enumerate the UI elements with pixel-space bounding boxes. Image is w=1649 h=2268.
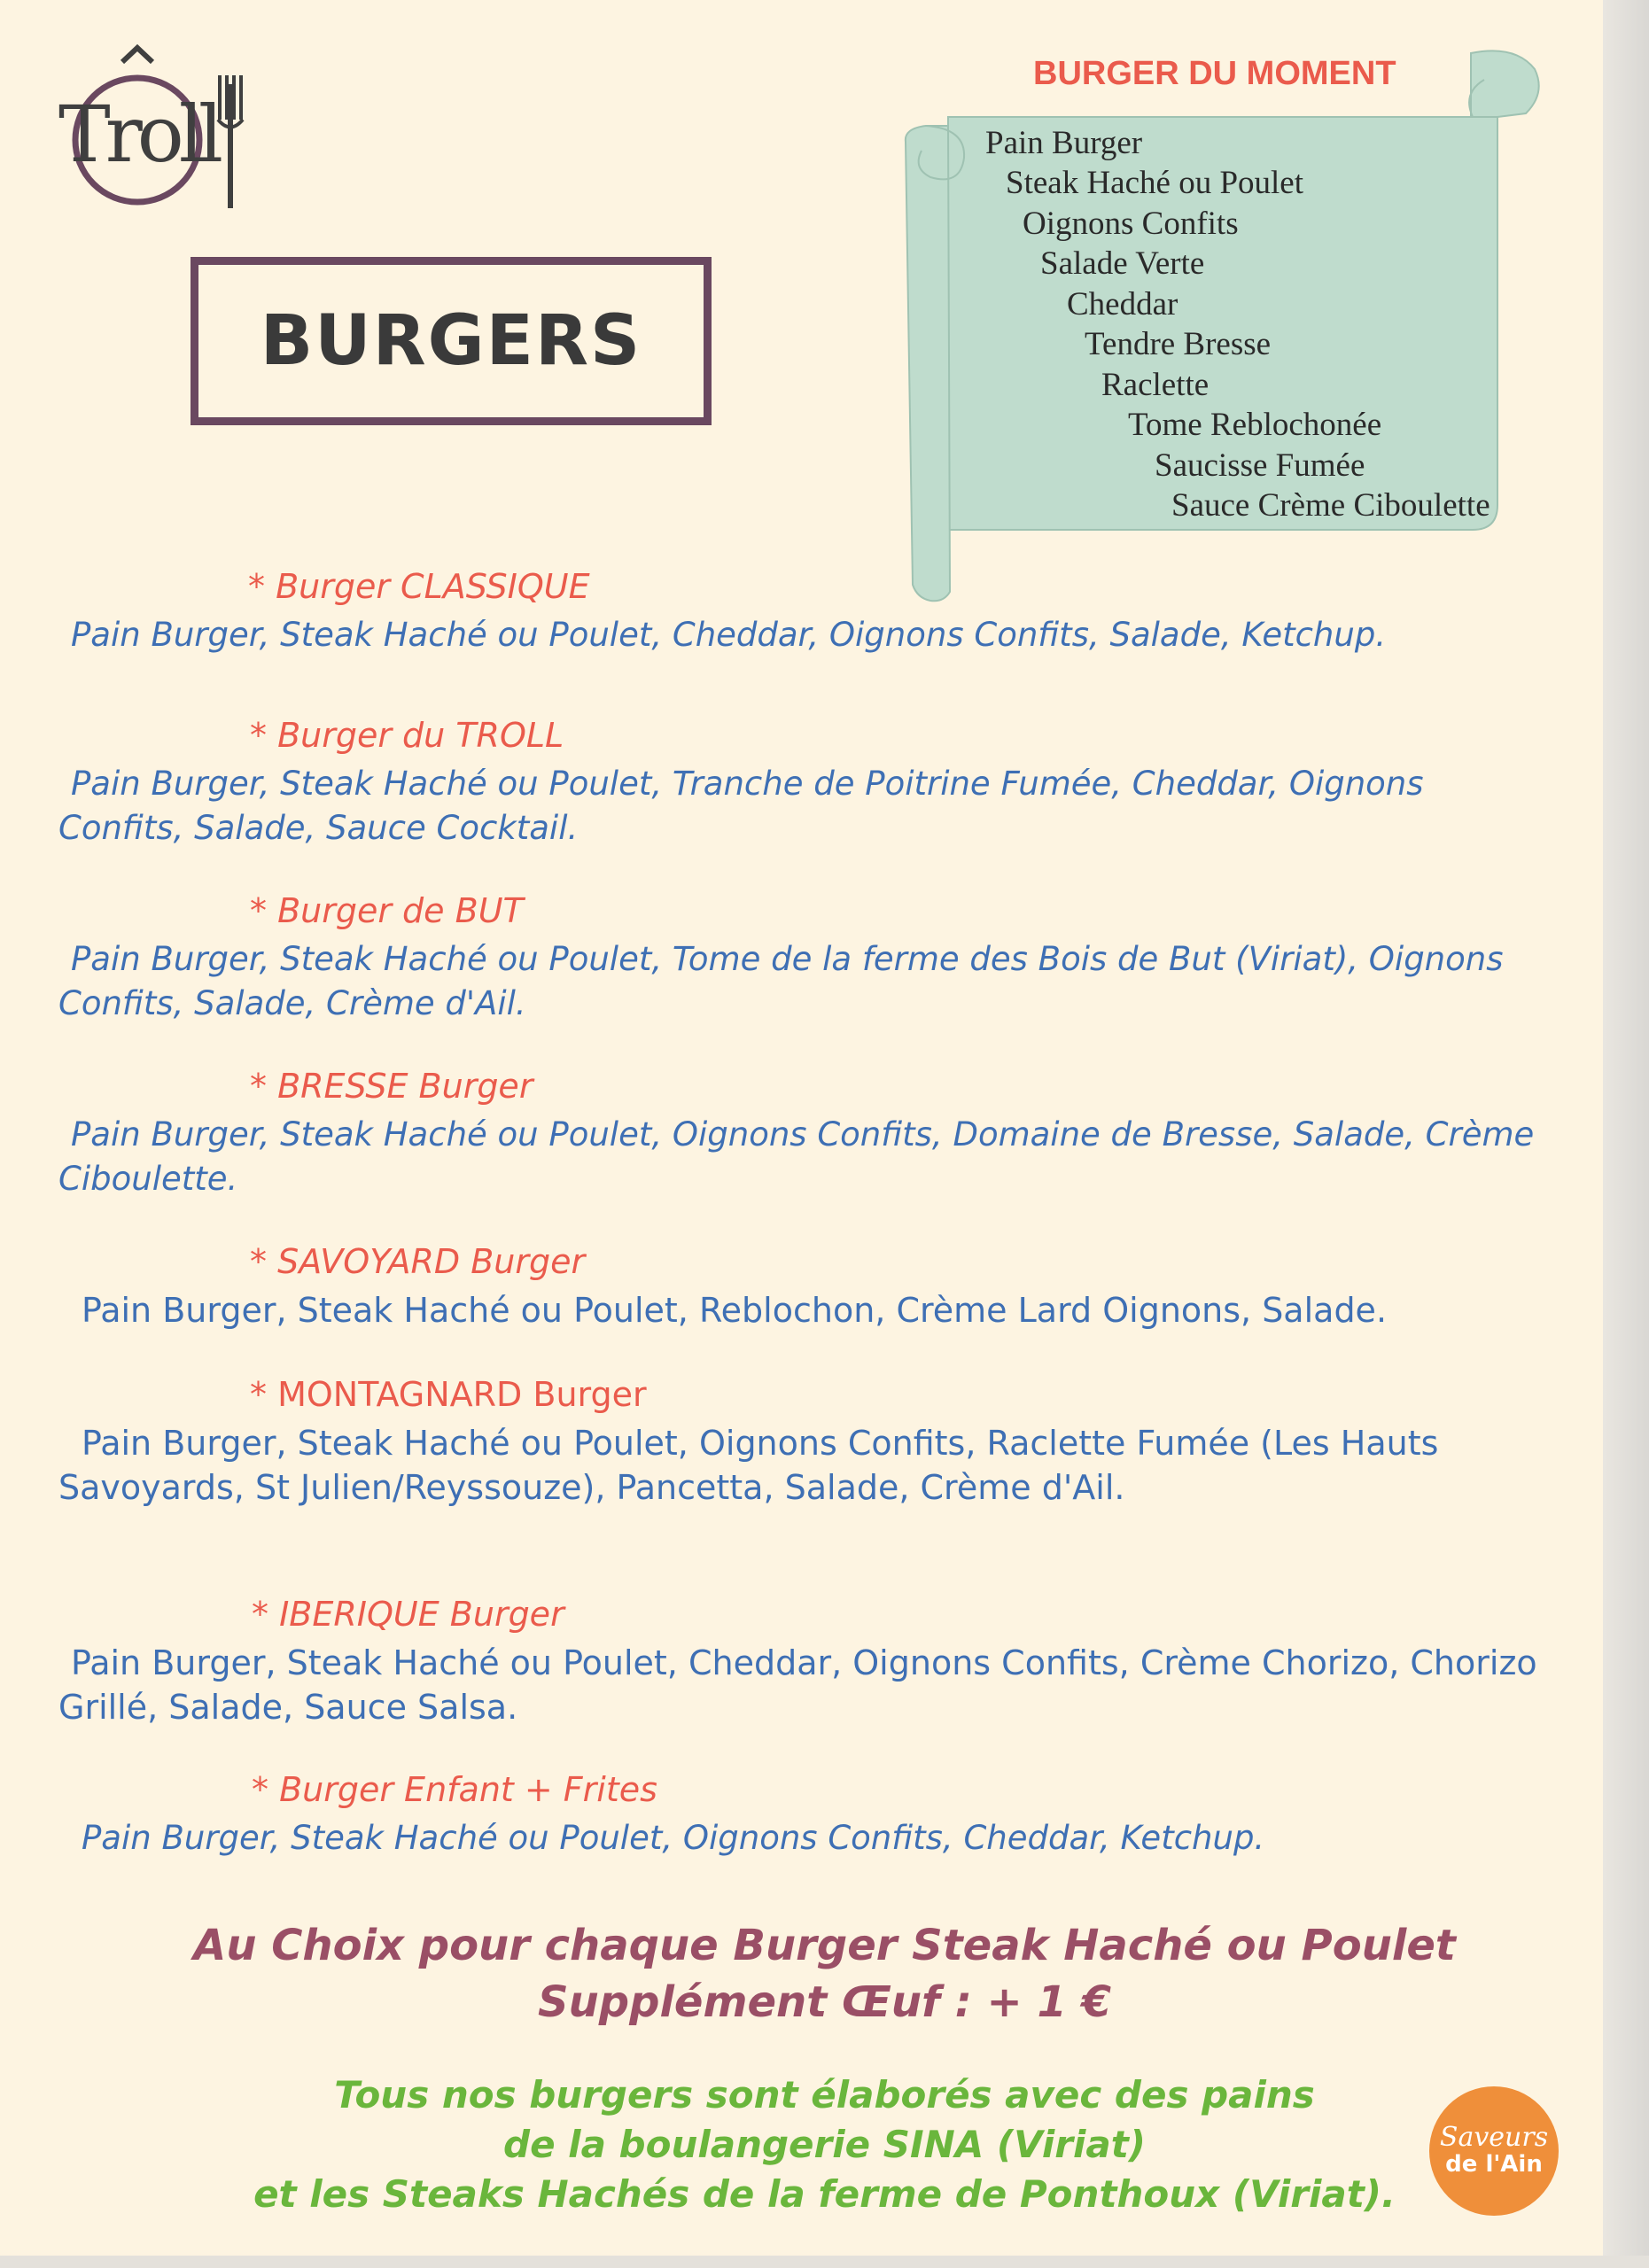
item-name-savoyard: * SAVOYARD Burger xyxy=(250,1242,586,1281)
special-ingredient: Tendre Bresse xyxy=(1085,326,1272,362)
egg-supplement-note: Supplément Œuf : + 1 € xyxy=(538,1977,1111,2027)
item-desc-bresse: Ciboulette. xyxy=(58,1160,238,1198)
sourcing-note: de la boulangerie SINA (Viriat) xyxy=(503,2123,1146,2166)
special-title: BURGER DU MOMENT xyxy=(1033,55,1396,92)
special-ingredient: Sauce Crème Ciboulette xyxy=(1171,487,1490,524)
item-desc-montagnard: Savoyards, St Julien/Reyssouze), Pancetta, Salade, Crème d'Ail. xyxy=(58,1468,1125,1507)
page-title-box xyxy=(191,257,712,425)
item-desc-but: Confits, Salade, Crème d'Ail. xyxy=(58,984,526,1022)
troll-logo xyxy=(53,35,248,230)
item-desc-iberique: Grillé, Salade, Sauce Salsa. xyxy=(58,1688,518,1727)
special-ingredient: Steak Haché ou Poulet xyxy=(1006,165,1303,201)
special-ingredient: Saucisse Fumée xyxy=(1155,447,1365,484)
special-ingredient: Cheddar xyxy=(1067,286,1178,322)
item-desc-but: Pain Burger, Steak Haché ou Poulet, Tome de la ferme des Bois de But (Viriat), Oignons xyxy=(71,940,1504,978)
special-ingredient: Oignons Confits xyxy=(1023,206,1239,242)
item-name-enfant: * Burger Enfant + Frites xyxy=(252,1770,657,1809)
page-bottom-edge xyxy=(0,2256,1649,2268)
item-desc-enfant: Pain Burger, Steak Haché ou Poulet, Oignons Confits, Cheddar, Ketchup. xyxy=(82,1819,1265,1857)
logo-wordmark: Troll xyxy=(58,89,219,180)
special-ingredient: Pain Burger xyxy=(985,125,1143,161)
item-name-montagnard: * MONTAGNARD Burger xyxy=(250,1375,647,1414)
item-name-troll: * Burger du TROLL xyxy=(250,716,564,755)
item-desc-classique: Pain Burger, Steak Haché ou Poulet, Cheddar, Oignons Confits, Salade, Ketchup. xyxy=(71,616,1387,654)
item-name-bresse: * BRESSE Burger xyxy=(250,1067,533,1106)
saveurs-de-l-ain-badge xyxy=(1429,2086,1559,2216)
sourcing-note: et les Steaks Hachés de la ferme de Ponthoux (Viriat). xyxy=(253,2172,1396,2216)
item-desc-bresse: Pain Burger, Steak Haché ou Poulet, Oignons Confits, Domaine de Bresse, Salade, Crème xyxy=(71,1115,1535,1153)
item-desc-iberique: Pain Burger, Steak Haché ou Poulet, Cheddar, Oignons Confits, Crème Chorizo, Chorizo xyxy=(71,1643,1537,1682)
item-name-classique: * Burger CLASSIQUE xyxy=(248,567,590,606)
item-desc-montagnard: Pain Burger, Steak Haché ou Poulet, Oignons Confits, Raclette Fumée (Les Hauts xyxy=(82,1424,1439,1463)
item-name-iberique: * IBERIQUE Burger xyxy=(252,1595,564,1634)
special-ingredient: Tome Reblochonée xyxy=(1128,407,1382,443)
item-desc-troll: Pain Burger, Steak Haché ou Poulet, Tranche de Poitrine Fumée, Cheddar, Oignons xyxy=(71,765,1424,803)
special-ingredient: Salade Verte xyxy=(1040,245,1205,282)
item-desc-troll: Confits, Salade, Sauce Cocktail. xyxy=(58,809,579,847)
item-desc-savoyard: Pain Burger, Steak Haché ou Poulet, Reblochon, Crème Lard Oignons, Salade. xyxy=(82,1291,1388,1330)
badge-line: de l'Ain xyxy=(1445,2151,1543,2178)
item-name-but: * Burger de BUT xyxy=(250,891,524,930)
badge-line: Saveurs xyxy=(1439,2122,1549,2153)
page-title: BURGERS xyxy=(260,301,642,381)
sourcing-note: Tous nos burgers sont élaborés avec des pains xyxy=(334,2073,1315,2117)
special-ingredient: Raclette xyxy=(1101,367,1210,403)
choice-note: Au Choix pour chaque Burger Steak Haché ou Poulet xyxy=(193,1921,1456,1970)
